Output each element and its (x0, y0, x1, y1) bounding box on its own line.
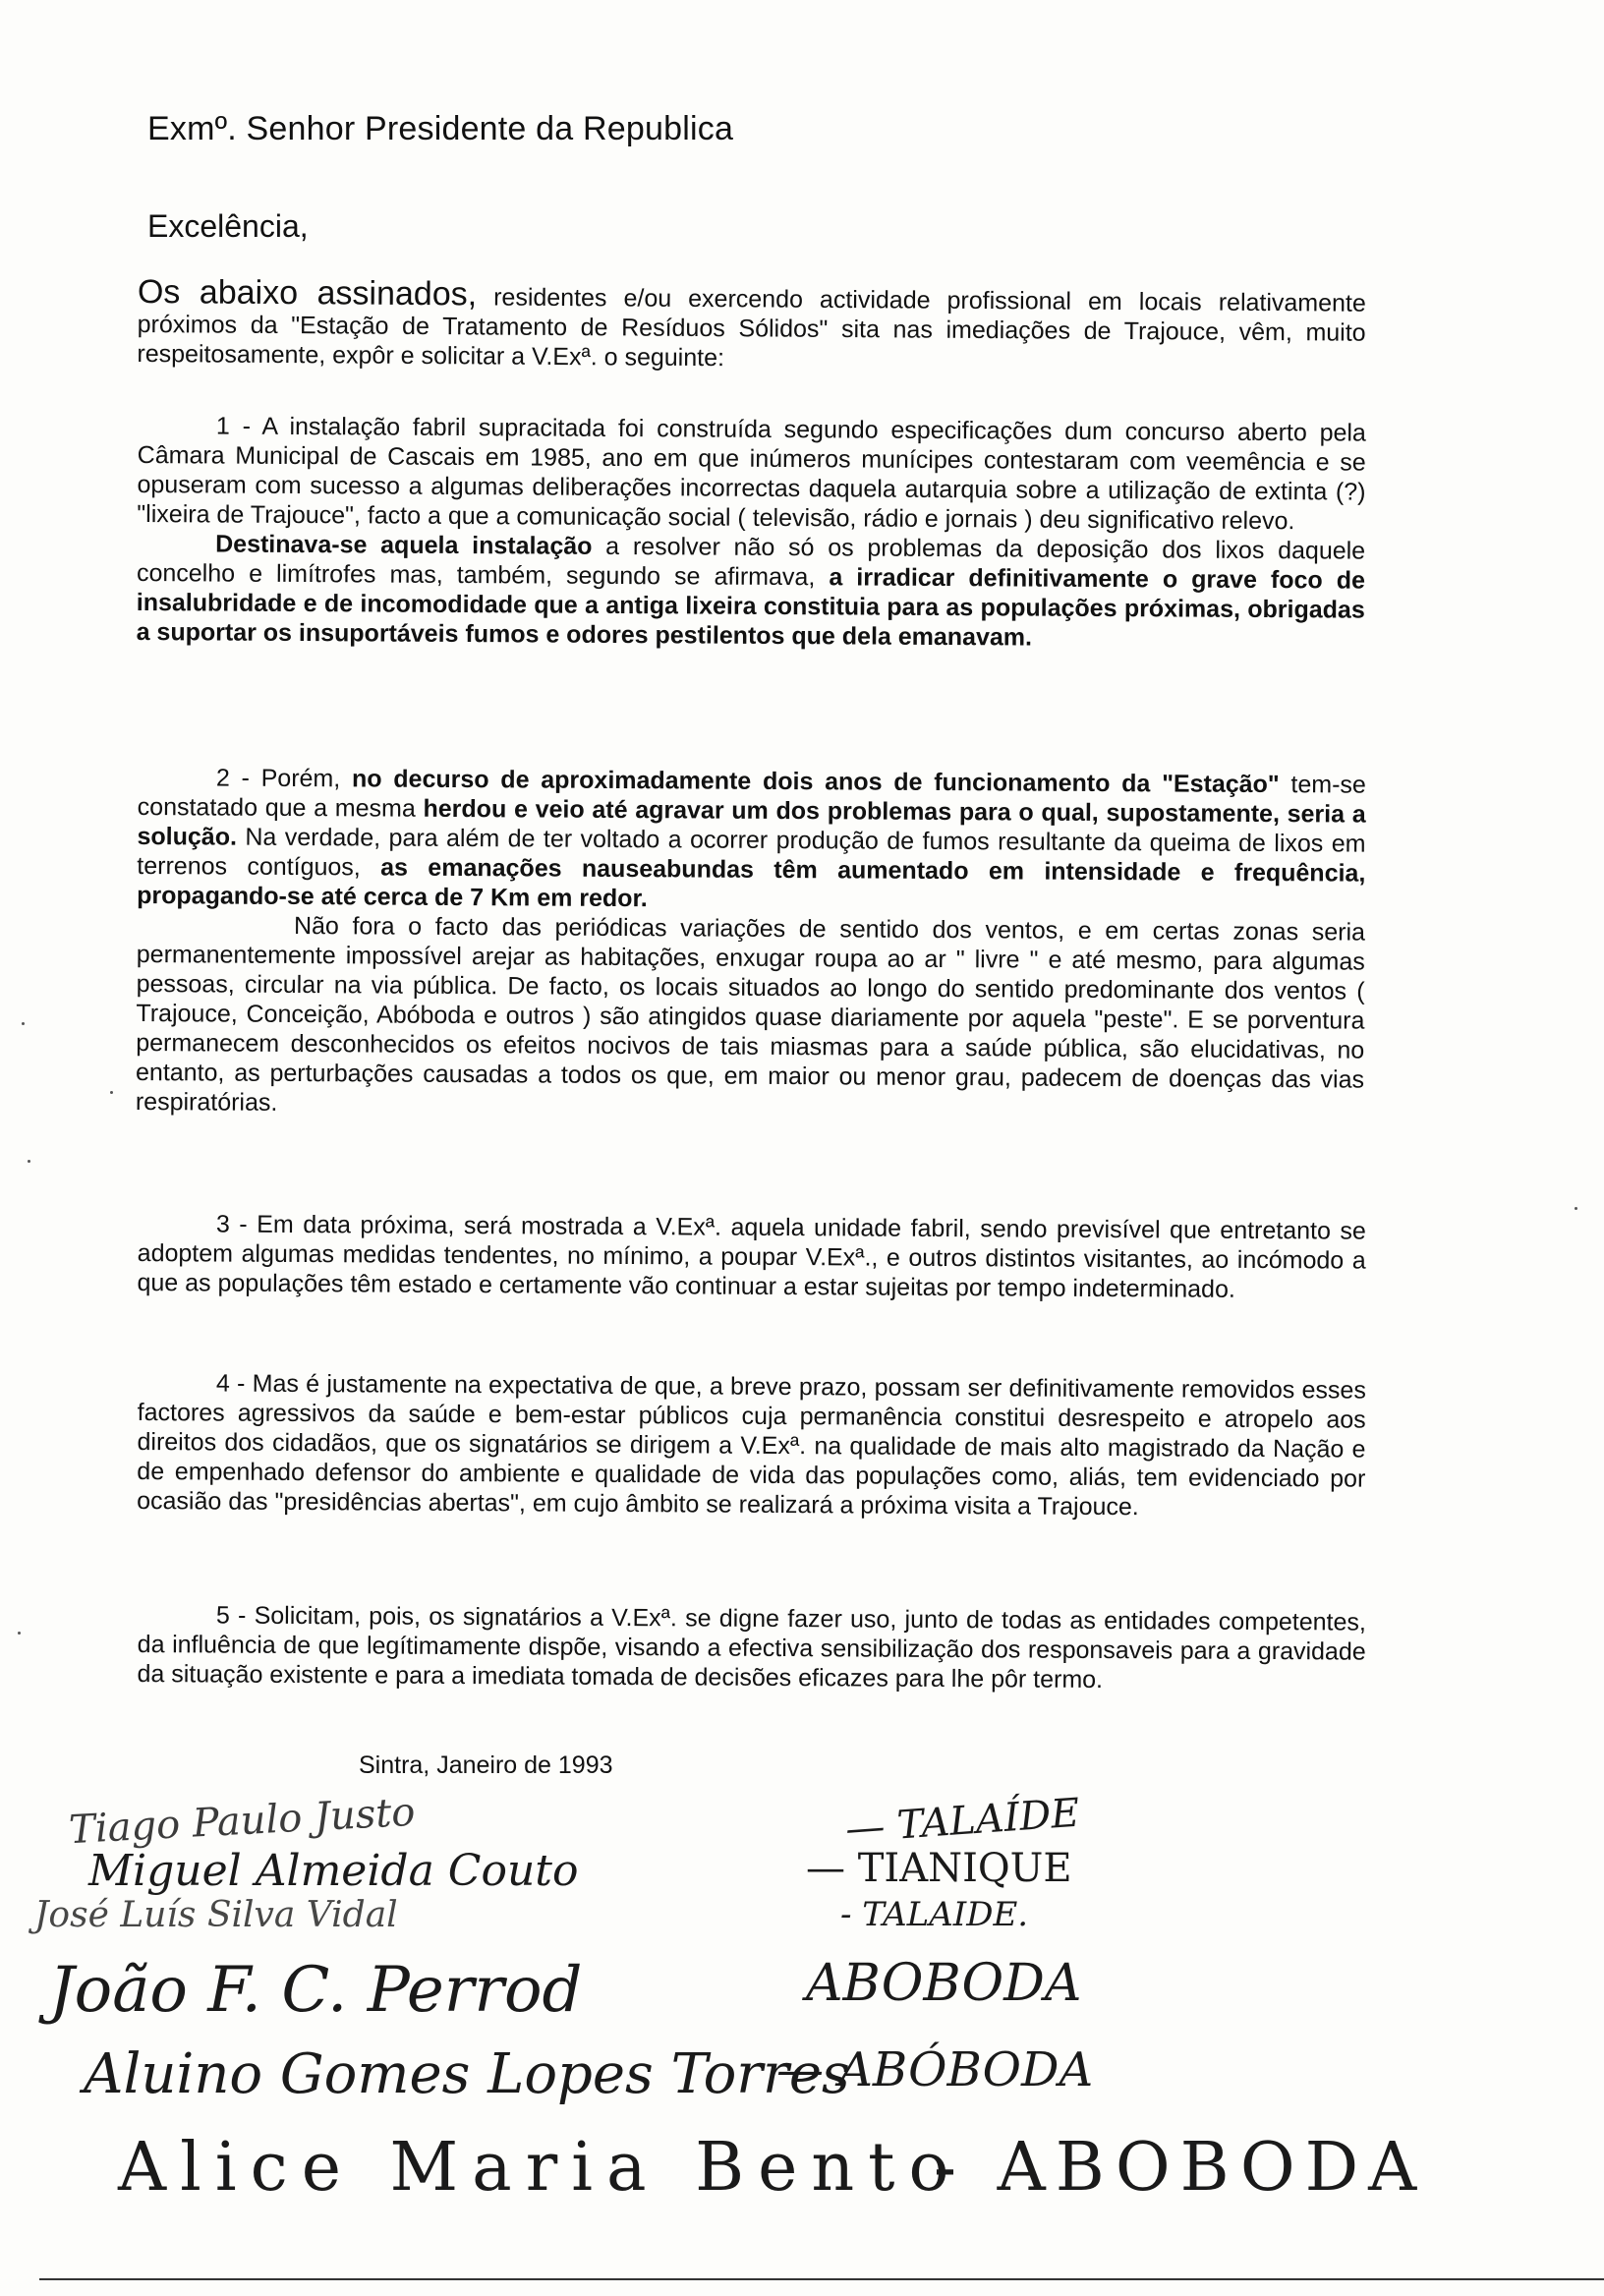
signature-place: — TALAÍDE (843, 1790, 1081, 1853)
signature-name: João F. C. Perrod (49, 1954, 583, 2027)
signature-place: ABOBODA (806, 1954, 1082, 2013)
section-2-bold-c: as emanações nauseabundas têm aumentado em intensidade e frequência, propagando-se até cerca de 7 Km em redor. (137, 853, 1366, 913)
scan-speck (28, 1160, 30, 1163)
intro-body: residentes e/ou exercendo actividade profissional em locais relativamente próximos da "Estação de Tratamento de Resíduos Sólidos" sita nas imediações de Trajouce, vêm, muito respeitosamente, expôr e solicitar a V.Exª. o seguinte: (137, 283, 1366, 373)
scan-speck (1575, 1207, 1577, 1210)
section-2-text-a: 2 - Porém, (215, 764, 353, 793)
section-5 (137, 1600, 1366, 1696)
scan-speck (18, 1632, 21, 1635)
section-1-paragraph-1: 1 - A instalação fabril supracitada foi construída segundo especificações dum concurso aberto pela Câmara Municipal de Cascais em 1985, ano em que inúmeros munícipes contestaram com veemência e se opuseram com sucesso a algumas deliberações incorrectas daquela autarquia sobre a utilização de extinta (?) "lixeira de Trajouce", facto a que a comunicação social ( televisão, rádio e jornais ) deu significativo relevo. (137, 412, 1366, 536)
section-4 (137, 1368, 1366, 1523)
scan-edge-line (39, 2278, 1604, 2280)
signature-name: Tiago Paulo Justo (68, 1789, 417, 1854)
greeting: Excelência, (147, 208, 309, 244)
section-1-bold-b: a irradicar definitivamente o grave foco de insalubridade e de incomodidade que a antiga lixeira constituia para as populações próximas, obrigadas a suportar os insuportáveis fumos e odores pestilentos que dela emanavam. (136, 563, 1366, 652)
scan-speck (22, 1022, 25, 1025)
signature-row (29, 1954, 1425, 2027)
signature-place: - ABOBODA (934, 2129, 1427, 2207)
signature-place: - TALAIDE. (840, 1895, 1029, 1934)
section-2-text-c: Na verdade, para além de ter voltado a ocorrer produção de fumos resultante da queima de lixos em terrenos contíguos, (137, 823, 1366, 882)
section-2-paragraph-1 (137, 763, 1366, 918)
signature-row (29, 2129, 1427, 2207)
signature-place: — TIANIQUE (806, 1846, 1072, 1891)
signature-name: Aluino Gomes Lopes Torres (84, 2042, 850, 2106)
section-3-paragraph: 3 - Em data próxima, será mostrada a V.Exª. aquela unidade fabril, sendo previsível que entretanto se adoptem algumas medidas tendentes, no mínimo, a poupar V.Exª., e outros distintos visitantes, ao incómodo a que as populações têm estado e certamente vão continuar a estar sujeitas por tempo indeterminado. (137, 1210, 1366, 1303)
signature-block (29, 1789, 1427, 2221)
section-2 (136, 763, 1366, 1124)
scan-speck (110, 1091, 113, 1094)
signature-name: Alice Maria Bento (118, 2129, 963, 2207)
section-4-paragraph: 4 - Mas é justamente na expectativa de que, a breve prazo, possam ser definitivamente removidos esses factores agressivos da saúde e bem-estar públicos cuja permanência constitui desrespeito e atropelo aos direitos dos cidadãos, que os signatários se dirigem a V.Exª. na qualidade de mais alto magistrado da Nação e de empenhado defensor do ambiente e qualidade de vida das populações como, aliás, tem evidenciado por ocasião das "presidências abertas", em cujo âmbito se realizará a próxima visita a Trajouce. (137, 1369, 1366, 1521)
salutation: Exmº. Senhor Presidente da Republica (147, 110, 734, 147)
section-2-paragraph-2: Não fora o facto das periódicas variações de sentido dos ventos, e em certas zonas seria permanentemente impossível arejar as habitações, enxugar roupa ao ar " livre " e até mesmo, para algumas pessoas, circular na via pública. De facto, os locais situados ao longo do sentido predominante dos ventos ( Trajouce, Conceição, Abóboda e outros ) são atingidos quase diariamente por aquela "peste". E se porventura permanecem desconhecidos os efeitos nocivos de tais miasmas para a saúde pública, são elucidativas, no entanto, as perturbações causadas a todos os que, em maior ou menor grau, padecem de doenças das vias respiratórias. (135, 911, 1366, 1117)
section-3 (137, 1209, 1366, 1305)
section-1-bold-a: Destinava-se aquela instalação (215, 530, 593, 560)
section-1 (137, 411, 1366, 655)
signature-place: — ABÓBODA (776, 2042, 1094, 2097)
signature-name: José Luís Silva Vidal (34, 1895, 398, 1935)
signature-row (29, 2042, 1425, 2111)
intro-paragraph (137, 273, 1366, 377)
intro-lead: Os abaixo assinados, (137, 273, 478, 314)
section-1-text-a: a resolver não só os problemas da deposição dos lixos daquele concelho e limítrofes mas, também, segundo se afirmava, (136, 532, 1366, 592)
section-2-text-b: tem-se constatado que a mesma (137, 771, 1366, 823)
section-2-bold-b: herdou e veio até agravar um dos problemas para o qual, supostamente, seria a solução. (137, 794, 1366, 851)
section-5-paragraph: 5 - Solicitam, pois, os signatários a V.Exª. se digne fazer uso, junto de todas as entidades competentes, da influência de que legítimamente dispõe, visando a efectiva sensibilização dos responsaveis para a gravidade da situação existente e para a imediata tomada de decisões eficazes para lhe pôr termo. (137, 1601, 1366, 1694)
signature-name: Miguel Almeida Couto (88, 1846, 579, 1896)
section-2-bold-a: no decurso de aproximadamente dois anos de funcionamento da "Estação" (351, 765, 1280, 799)
place-date: Sintra, Janeiro de 1993 (359, 1751, 613, 1779)
section-1-paragraph-2 (137, 529, 1366, 655)
